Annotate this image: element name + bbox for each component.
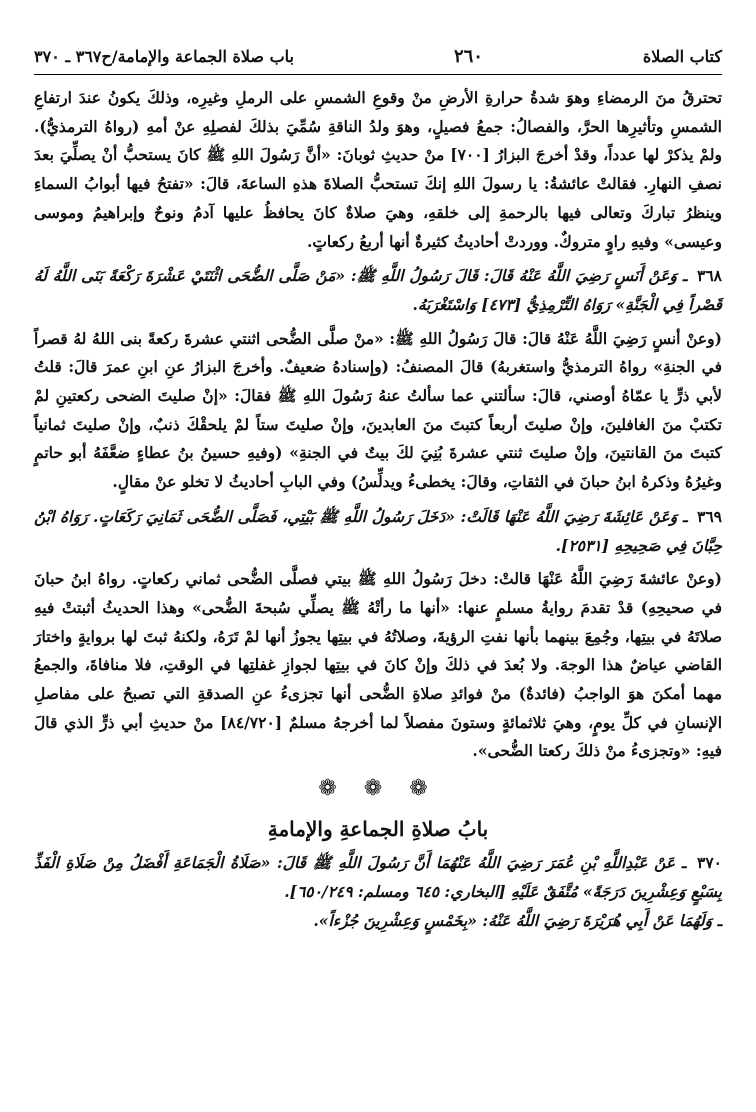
- page-number: ٢٦٠: [453, 46, 483, 67]
- hadith-370-additional: [34, 907, 722, 936]
- running-header: [34, 40, 722, 75]
- commentary-paragraph: (وعنْ أنسٍ رَضِيَ اللَّهُ عَنْهُ قالَ: قالَ رَسُولُ اللهِ ﷺ: «منْ صلَّى الضُّحى اثنتي عشرةَ ركعةً بنى اللهُ لهُ قصراً في الجنةِ» رواهُ الترمذيُّ واستغربهُ) قالَ المصنفُ: (وإسنادهُ ضعيفٌ. وأخرجَ البزارُ عنِ ابنِ عمرَ قالَ: قلتُ لأبي ذرٍّ يا عمّاهُ أوصني، قالَ: سألتني عما سألتُ عنهُ رَسُولَ اللهِ ﷺ فقالَ: «إنْ صليتَ الضحى ركعتينِ لمْ تكتبْ منَ الغافلينَ، وإنْ صليتَ أربعاً كتبتَ منَ العابدينَ، وإنْ صليتَ ستاً لمْ يلحقْكَ ذنبٌ، وإنْ صليتَ ثمانياً كتبتَ منَ القانتينَ، وإنْ صليتَ ثنتي عشرةَ بُنِيَ لكَ بيتٌ في الجنةِ» (وفيهِ حسينُ بنُ عطاءٍ ضعَّفَهُ أبو حاتمٍ وغيرُهُ وذكرهُ ابنُ حبانَ في الثقاتِ، وقالَ: يخطىءُ ويدلِّسُ) وفي البابِ أحاديثُ لا تخلو عنْ مقالٍ.: [34, 328, 722, 492]
- section-separator: ❁ ❁ ❁: [318, 776, 438, 802]
- hadith-text: ـ عَنْ عَبْدِاللَّهِ بْنِ عُمَرَ رَضِيَ اللَّهُ عَنْهُمَا أَنَّ رَسُولَ اللَّهِ ﷺ قَالَ: «صَلَاةُ الْجَمَاعَةِ أَفْضَلُ مِنْ صَلَاةِ الْفَذِّ بِسَبْعٍ وَعِشْرِينَ دَرَجَةً» مُتَّفَقٌ عَلَيْهِ [البخاري: ٦٤٥ ومسلم: ٦٥٠/٢٤٩].: [34, 853, 722, 901]
- hadith-number: ٣٦٨: [697, 266, 723, 286]
- hadith-text: ـ وَعَنْ عَائِشَةَ رَضِيَ اللَّهُ عَنْهَا قَالَتْ: «دَخَلَ رَسُولُ اللَّهِ ﷺ بَيْتِي، فَصَلَّى الضُّحَى ثَمَانِيَ رَكَعَاتٍ. رَوَاهُ ابْنُ حِبَّانَ فِي صَحِيحِهِ [٢٥٣١].: [34, 506, 722, 555]
- hadith-number: ٣٧٠: [697, 853, 722, 873]
- hadith-text: ـ وَلَهُمَا عَنْ أَبِي هُرَيْرَةَ رَضِيَ اللَّهُ عَنْهُ: «بِخَمْسٍ وَعِشْرِينَ جُزْءاً».: [313, 910, 722, 930]
- hadith-369: [34, 503, 722, 560]
- commentary-paragraph: (وعنْ عائشةَ رَضِيَ اللَّهُ عَنْهَا قالتْ: دخلَ رَسُولُ اللهِ ﷺ بيتي فصلَّى الضُّحى ثماني ركعاتٍ. رواهُ ابنُ حبانَ في صحيحِهِ) قدْ تقدمَ روايةُ مسلمٍ عنها: «أنها ما رأتْهُ ﷺ يصلِّي سُبحةَ الضُّحى» وهذا الحديثُ أثبتتْ فيهِ صلاتَهُ في بيتِها، وجُمِعَ بينهما بأنها نفتِ الرؤيةَ، وصلاتُهُ في بيتِها يجوزُ أنها لمْ تَرَهُ، ولكنهُ ثبتَ لها بروايةٍ واختارَ القاضي عياضٌ هذا الوجهَ. ولا بُعدَ في ذلكَ وإنْ كانَ في بيتِها لجوازِ غفلتِها في الوقتِ، فلا منافاةَ، والجمعُ مهما أمكنَ هوَ الواجبُ (فائدةٌ) منْ فوائدِ صلاةِ الضُّحى أنها تجزىءُ عنِ الصدقةِ التي تصبحُ على مفاصلِ الإنسانِ في كلِّ يومٍ، وهيَ ثلاثمائةٍ وستونَ مفصلاً لما أخرجهُ مسلمٌ [٨٤/٧٢٠] منْ حديثِ أبي ذرٍّ الذي قالَ فيهِ: «وتجزىءُ منْ ذلكَ ركعتا الضُّحى».: [34, 569, 723, 761]
- page-content: [34, 84, 722, 935]
- commentary-paragraph: تحترقُ منَ الرمضاءِ وهوَ شدةُ حرارةِ الأرضِ منْ وقوعِ الشمسِ على الرملِ وغيرِه، وذلكَ يكونُ عندَ ارتفاعِ الشمسِ وتأثيرِها الحرَّ، والفصالُ: جمعُ فصيلٍ، وهوَ ولدُ الناقةِ سُمِّيَ بذلكَ لفصلِهِ عنْ أمهِ (رواهُ الترمذيُّ). ولمْ يذكرْ لها عدداً، وقدْ أخرجَ البزارُ [٧٠٠] منْ حديثِ ثوبانَ: «أنَّ رَسُولَ اللهِ ﷺ كانَ يستحبُّ أنْ يصلِّيَ بعدَ نصفِ النهارِ. فقالتْ عائشةُ: يا رسولَ اللهِ إنكَ تستحبُّ الصلاةَ هذهِ الساعةَ، قالَ: «تفتحُ فيها أبوابُ السماءِ وينظرُ تباركَ وتعالى فيها بالرحمةِ إلى خلقهِ، وهيَ صلاةٌ كانَ يحافظُ عليها آدمُ ونوحٌ وإبراهيمُ وموسى وعيسى» وفيهِ راوٍ متروكٌ. ووردتْ أحاديثُ كثيرةٌ أنها أربعُ ركعاتٍ.: [34, 88, 722, 251]
- page: [34, 40, 722, 1092]
- hadith-number: ٣٦٩: [697, 506, 722, 526]
- hadith-368: [34, 262, 722, 319]
- hadith-text: ـ وَعَنْ أَنَسٍ رَضِيَ اللَّهُ عَنْهُ قَالَ: قَالَ رَسُولُ اللَّهِ ﷺ: «مَنْ صَلَّى الضُّحَى اثْنَتَيْ عَشْرَةَ رَكْعَةً بَنَى اللَّهُ لَهُ قَصْراً فِي الْجَنَّةِ» رَوَاهُ التِّرْمِذِيُّ [٤٧٣] وَاسْتَغْرَبَهُ.: [34, 266, 722, 314]
- chapter-reference: باب صلاة الجماعة والإمامة/ح٣٦٧ ـ ٣٧٠: [34, 47, 294, 66]
- chapter-title: بابُ صلاةِ الجماعةِ والإمامةِ: [267, 817, 489, 842]
- hadith-370: [34, 849, 722, 906]
- book-title: كتاب الصلاة: [642, 47, 722, 66]
